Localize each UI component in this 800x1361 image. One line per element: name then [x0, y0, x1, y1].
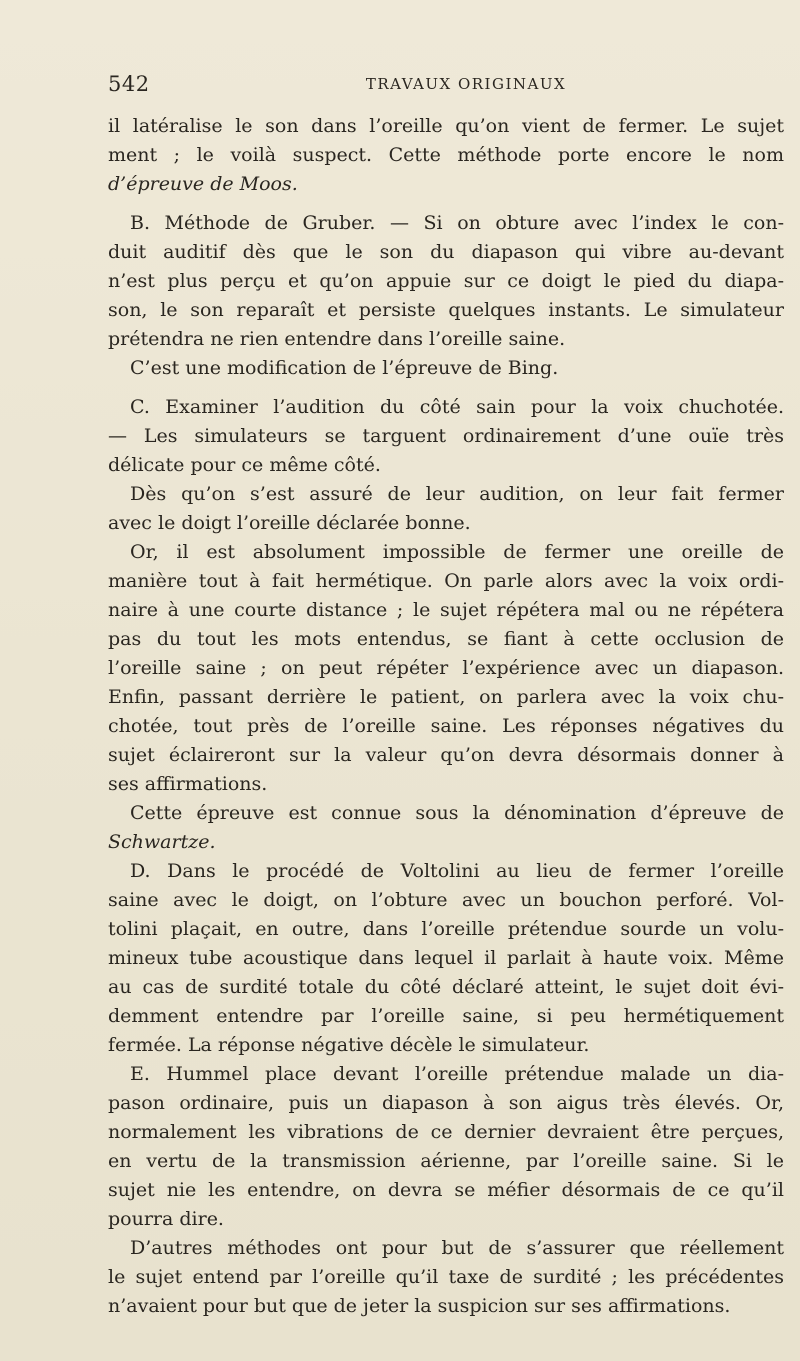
text-line: sujet éclaireront sur la valeur qu’on devra désormais donner à [108, 744, 784, 766]
text-line: Or, il est absolument impossible de fermer une oreille de [130, 541, 784, 563]
text-line: en vertu de la transmission aérienne, par l’oreille saine. Si le [108, 1150, 784, 1172]
page-number: 542 [108, 72, 150, 96]
text-line: B. Méthode de Gruber. — Si on obture avec l’index le con- [130, 212, 784, 234]
text-line: avec le doigt l’oreille déclarée bonne. [108, 512, 471, 534]
text-line [108, 828, 784, 857]
text-line: prétendra ne rien entendre dans l’oreille saine. [108, 328, 566, 350]
body-text [108, 112, 784, 1321]
italic-term: d’épreuve de Moos. [108, 173, 298, 195]
text-line: Enfin, passant derrière le patient, on parlera avec la voix chu- [108, 686, 784, 708]
text-line: Dès qu’on s’est assuré de leur audition, on leur fait fermer [130, 483, 784, 505]
text-line: n’avaient pour but que de jeter la suspicion sur ses affirmations. [108, 1295, 731, 1317]
text-line: duit auditif dès que le son du diapason qui vibre au-devant [108, 241, 784, 263]
text-line: délicate pour ce même côté. [108, 454, 381, 476]
text-line: mineux tube acoustique dans lequel il parlait à haute voix. Même [108, 947, 784, 969]
paragraph-gap [108, 199, 784, 209]
page-header [108, 72, 784, 102]
paragraph-gap [108, 383, 784, 393]
text-line: tolini plaçait, en outre, dans l’oreille prétendue sourde un volu- [108, 918, 784, 940]
text-line: normalement les vibrations de ce dernier devraient être perçues, [108, 1121, 784, 1143]
text-line: saine avec le doigt, on l’obture avec un bouchon perforé. Vol- [108, 889, 784, 911]
text-line: C’est une modification de l’épreuve de Bing. [130, 357, 559, 379]
text-line: chotée, tout près de l’oreille saine. Les réponses négatives du [108, 715, 784, 737]
text-line: ses affirmations. [108, 773, 268, 795]
text-line: — Les simulateurs se targuent ordinairement d’une ouïe très [108, 425, 784, 447]
text-line: le sujet entend par l’oreille qu’il taxe de surdité ; les précédentes [108, 1266, 784, 1288]
text-line: sujet nie les entendre, on devra se méfier désormais de ce qu’il [108, 1179, 784, 1201]
text-line: pas du tout les mots entendus, se fiant à cette occlusion de [108, 628, 784, 650]
text-line: l’oreille saine ; on peut répéter l’expérience avec un diapason. [108, 657, 784, 679]
text-line: fermée. La réponse négative décèle le simulateur. [108, 1034, 590, 1056]
text-line: D’autres méthodes ont pour but de s’assurer que réellement [130, 1237, 784, 1259]
text-line: Cette épreuve est connue sous la dénomination d’épreuve de [130, 802, 784, 824]
text-line: demment entendre par l’oreille saine, si peu hermétiquement [108, 1005, 784, 1027]
text-line: manière tout à fait hermétique. On parle alors avec la voix ordi- [108, 570, 784, 592]
text-line: son, le son reparaît et persiste quelques instants. Le simulateur [108, 299, 784, 321]
text-line: au cas de surdité totale du côté déclaré atteint, le sujet doit évi- [108, 976, 784, 998]
text-line: naire à une courte distance ; le sujet répétera mal ou ne répétera [108, 599, 784, 621]
text-line: pason ordinaire, puis un diapason à son aigus très élevés. Or, [108, 1092, 784, 1114]
text-line: E. Hummel place devant l’oreille prétendue malade un dia- [130, 1063, 784, 1085]
text-line: pourra dire. [108, 1208, 224, 1230]
text-line: C. Examiner l’audition du côté sain pour la voix chuchotée. [130, 396, 784, 418]
running-title: TRAVAUX ORIGINAUX [365, 75, 567, 93]
italic-term: Schwartze. [108, 831, 216, 853]
text-line: n’est plus perçu et qu’on appuie sur ce doigt le pied du diapa- [108, 270, 784, 292]
text-line: D. Dans le procédé de Voltolini au lieu de fermer l’oreille [130, 860, 784, 882]
text-line: ment ; le voilà suspect. Cette méthode porte encore le nom [108, 144, 784, 166]
text-line [108, 170, 784, 199]
text-line: il latéralise le son dans l’oreille qu’on vient de fermer. Le sujet [108, 115, 784, 137]
